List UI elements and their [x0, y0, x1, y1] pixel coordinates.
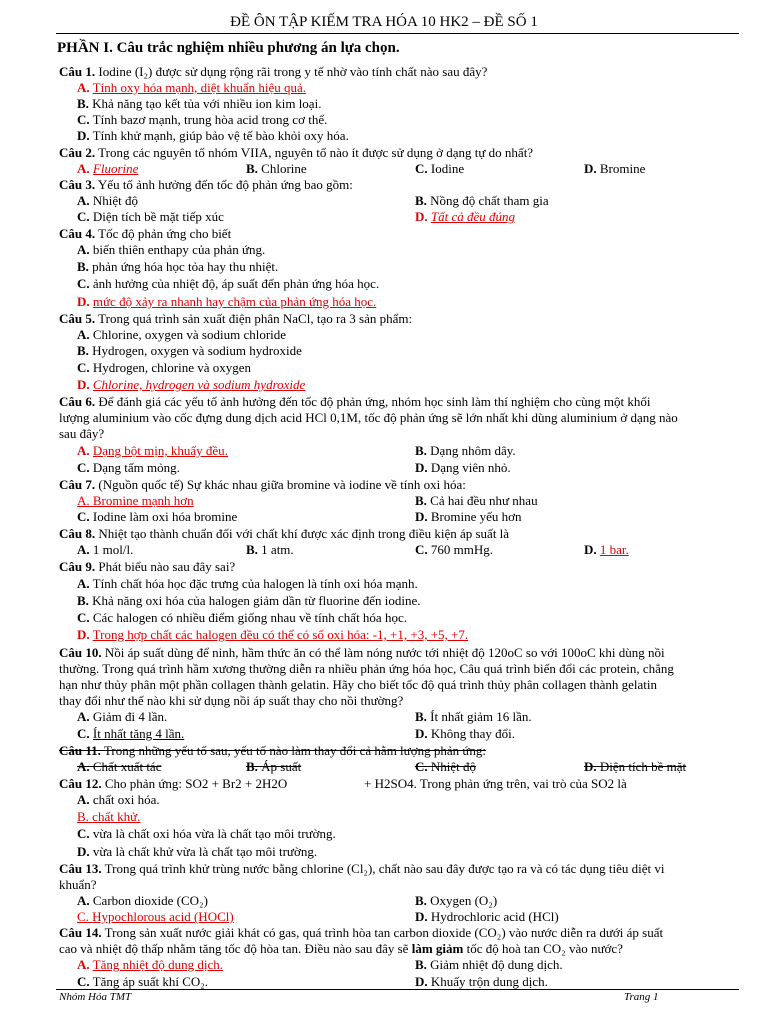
q5-option-a: A. Chlorine, oxygen và sodium chloride: [77, 327, 287, 342]
q6-option-a: A. Dạng bột mịn, khuấy đều.: [77, 443, 228, 458]
question-8: Câu 8. Nhiệt tạo thành chuẩn đối với chất khí được xác định trong điều kiện áp suất là: [59, 526, 510, 541]
q2-option-c: C. Iodine: [415, 161, 465, 176]
q11-option-a: A. Chất xuất tác: [77, 759, 162, 774]
q13-option-b: B. Oxygen (O₂): [415, 893, 498, 908]
q13-option-d: D. Hydrochloric acid (HCl): [415, 909, 559, 924]
section-title: PHẦN I. Câu trắc nghiệm nhiều phương án lựa chọn.: [57, 40, 400, 56]
q8-option-b: B. 1 atm.: [246, 542, 294, 557]
q8-option-d: D. 1 bar.: [584, 542, 629, 557]
q3-option-c: C. Diện tích bề mặt tiếp xúc: [77, 209, 224, 224]
q4-option-d: D. mức độ xảy ra nhanh hay chậm của phản ứng hóa học.: [77, 294, 377, 309]
header-rule: [56, 33, 739, 34]
q4-option-a: A. biến thiên enthapy của phản ứng.: [77, 242, 266, 257]
q5-option-c: C. Hydrogen, chlorine và oxygen: [77, 360, 252, 375]
question-10: Câu 10. Nồi áp suất dùng để ninh, hầm thức ăn có thể làm nóng nước tới nhiệt độ 120oC so với 100oC khi dùng nồi: [59, 645, 665, 660]
q9-option-a: A. Tính chất hóa học đặc trưng của halogen là tính oxi hóa mạnh.: [77, 576, 418, 591]
question-3: Câu 3. Yếu tố ảnh hưởng đến tốc độ phản ứng bao gồm:: [59, 177, 353, 192]
q7-option-a: A. Bromine mạnh hơn: [77, 493, 194, 508]
q7-option-c: C. Iodine làm oxi hóa bromine: [77, 509, 238, 524]
question-5: Câu 5. Trong quá trình sản xuất điện phân NaCl, tạo ra 3 sản phẩm:: [59, 311, 413, 326]
q5-option-b: B. Hydrogen, oxygen và sodium hydroxide: [77, 343, 302, 358]
q6-option-d: D. Dạng viên nhỏ.: [415, 460, 511, 475]
q2-option-d: D. Bromine: [584, 161, 646, 176]
question-13-line-2: khuẩn?: [59, 877, 97, 892]
q10-option-a: A. Giảm đi 4 lần.: [77, 709, 168, 724]
q2-option-b: B. Chlorine: [246, 161, 307, 176]
q4-option-c: C. ảnh hưởng của nhiệt độ, áp suất đến phản ứng hóa học.: [77, 276, 380, 291]
question-7: Câu 7. (Nguồn quốc tế) Sự khác nhau giữa bromine và iodine về tính oxi hóa:: [59, 477, 466, 492]
question-9: Câu 9. Phát biểu nào sau đây sai?: [59, 559, 236, 574]
question-13: Câu 13. Trong quá trình khử trùng nước bằng chlorine (Cl₂), chất nào sau đây được tạo ra và có tác dụng tiêu diệt vi: [59, 861, 665, 876]
q11-option-d: D. Diện tích bề mặt: [584, 759, 687, 774]
q10-option-d: D. Không thay đổi.: [415, 726, 516, 741]
footer-author: Nhóm Hóa TMT: [59, 991, 132, 1003]
page-header: ĐỀ ÔN TẬP KIẾM TRA HÓA 10 HK2 – ĐỀ SỐ 1: [230, 14, 538, 30]
q6-option-c: C. Dạng tấm mỏng.: [77, 460, 180, 475]
footer-page-number: Trang 1: [624, 991, 659, 1003]
q13-option-c: C. Hypochlorous acid (HOCl): [77, 909, 234, 924]
q12-option-a: A. chất oxi hóa.: [77, 792, 160, 807]
q13-option-a: A. Carbon dioxide (CO₂): [77, 893, 208, 908]
q3-option-d: D. Tất cả đều đúng: [415, 209, 516, 224]
q11-option-c: C. Nhiệt độ: [415, 759, 477, 774]
question-6-line-2: lượng aluminium vào cốc đựng dung dịch acid HCl 0,1M, tốc độ phản ứng sẽ lớn nhất khi dùng aluminium ở dạng nào: [59, 410, 678, 425]
q7-option-b: B. Cả hai đều như nhau: [415, 493, 538, 508]
q1-option-c: C. Tính bazơ mạnh, trung hòa acid trong cơ thể.: [77, 112, 328, 127]
question-2: Câu 2. Trong các nguyên tố nhóm VIIA, nguyên tố nào ít được sử dụng ở dạng tự do nhất?: [59, 145, 534, 160]
q10-option-b: B. Ít nhất giảm 16 lần.: [415, 709, 532, 724]
q7-option-d: D. Bromine yếu hơn: [415, 509, 522, 524]
q8-option-a: A. 1 mol/l.: [77, 542, 134, 557]
q3-option-b: B. Nồng độ chất tham gia: [415, 193, 549, 208]
question-12: Câu 12. Cho phản ứng: SO2 + Br2 + 2H2O: [59, 776, 288, 791]
question-14: Câu 14. Trong sản xuất nước giải khát có gas, quá trình hòa tan carbon dioxide (CO₂) vào nước diễn ra dưới áp suất: [59, 925, 664, 940]
q3-option-a: A. Nhiệt độ: [77, 193, 139, 208]
q14-option-d: D. Khuấy trộn dung dịch.: [415, 974, 548, 989]
question-14-line-2: cao và nhiệt độ thấp nhằm tăng tốc độ hòa tan. Điều nào sau đây sẽ làm giảm tốc độ hoà tan CO₂ vào nước?: [59, 941, 623, 956]
q1-option-b: B. Khả năng tạo kết tủa với nhiều ion kim loại.: [77, 96, 322, 111]
q14-option-a: A. Tăng nhiệt độ dung dịch.: [77, 957, 223, 972]
q12-option-d: D. vừa là chất khử vừa là chất tạo môi trường.: [77, 844, 318, 859]
question-6: Câu 6. Để đánh giá các yếu tố ảnh hưởng đến tốc độ phản ứng, nhóm học sinh làm thí nghiệm cho cùng một khối: [59, 394, 651, 409]
q14-option-c: C. Tăng áp suất khí CO₂.: [77, 974, 209, 989]
q10-option-c: C. Ít nhất tăng 4 lần.: [77, 726, 185, 741]
q6-option-b: B. Dạng nhôm dây.: [415, 443, 516, 458]
q11-option-b: B. Áp suất: [246, 759, 302, 774]
q1-option-a: A. Tính oxy hóa mạnh, diệt khuẩn hiệu quả.: [77, 80, 307, 95]
q14-option-b: B. Giảm nhiệt độ dung dịch.: [415, 957, 563, 972]
q8-option-c: C. 760 mmHg.: [415, 542, 494, 557]
q12-option-b: B. chất khử.: [77, 809, 141, 824]
q9-option-d: D. Trong hợp chất các halogen đều có thể có số oxi hóa: -1, +1, +3, +5, +7.: [77, 627, 469, 642]
q2-option-a: A. Fluorine: [77, 161, 139, 176]
question-10-line-3: hạn như thủy phân một phần collagen thành gelatin. Hãy cho biết tốc độ quá trình thủy phân collagen thành gelatin: [59, 677, 658, 692]
question-10-line-4: thay đổi như thế nào khi sử dụng nồi áp suất thay cho nồi thường?: [59, 693, 404, 708]
q5-option-d: D. Chlorine, hydrogen và sodium hydroxide: [77, 377, 306, 392]
question-11: Câu 11. Trong những yếu tố sau, yếu tố nào làm thay đổi cả hằm lượng phản ứng:: [59, 743, 487, 758]
q9-option-c: C. Các halogen có nhiều điểm giống nhau về tính chất hóa học.: [77, 610, 407, 625]
question-4: Câu 4. Tốc độ phản ứng cho biết: [59, 226, 232, 241]
q9-option-b: B. Khả năng oxi hóa của halogen giảm dần từ fluorine đến iodine.: [77, 593, 421, 608]
q12-option-c: C. vừa là chất oxi hóa vừa là chất tạo môi trường.: [77, 826, 336, 841]
question-6-line-3: sau đây?: [59, 426, 105, 441]
question-12-equation-rhs: + H2SO4. Trong phản ứng trên, vai trò của SO2 là: [364, 776, 627, 791]
q4-option-b: B. phản ứng hóa học tỏa hay thu nhiệt.: [77, 259, 279, 274]
footer-rule: [56, 989, 739, 990]
q1-option-d: D. Tính khử mạnh, giúp bảo vệ tế bào khỏi oxy hóa.: [77, 128, 349, 143]
question-1: Câu 1. Iodine (I₂) được sử dụng rộng rãi trong y tế nhờ vào tính chất nào sau đây?: [59, 64, 488, 79]
question-10-line-2: thường. Trong quá trình hầm xương thường diễn ra nhiều phản ứng hóa học, Câu quá trình biến đổi các protein, chẳng: [59, 661, 674, 676]
